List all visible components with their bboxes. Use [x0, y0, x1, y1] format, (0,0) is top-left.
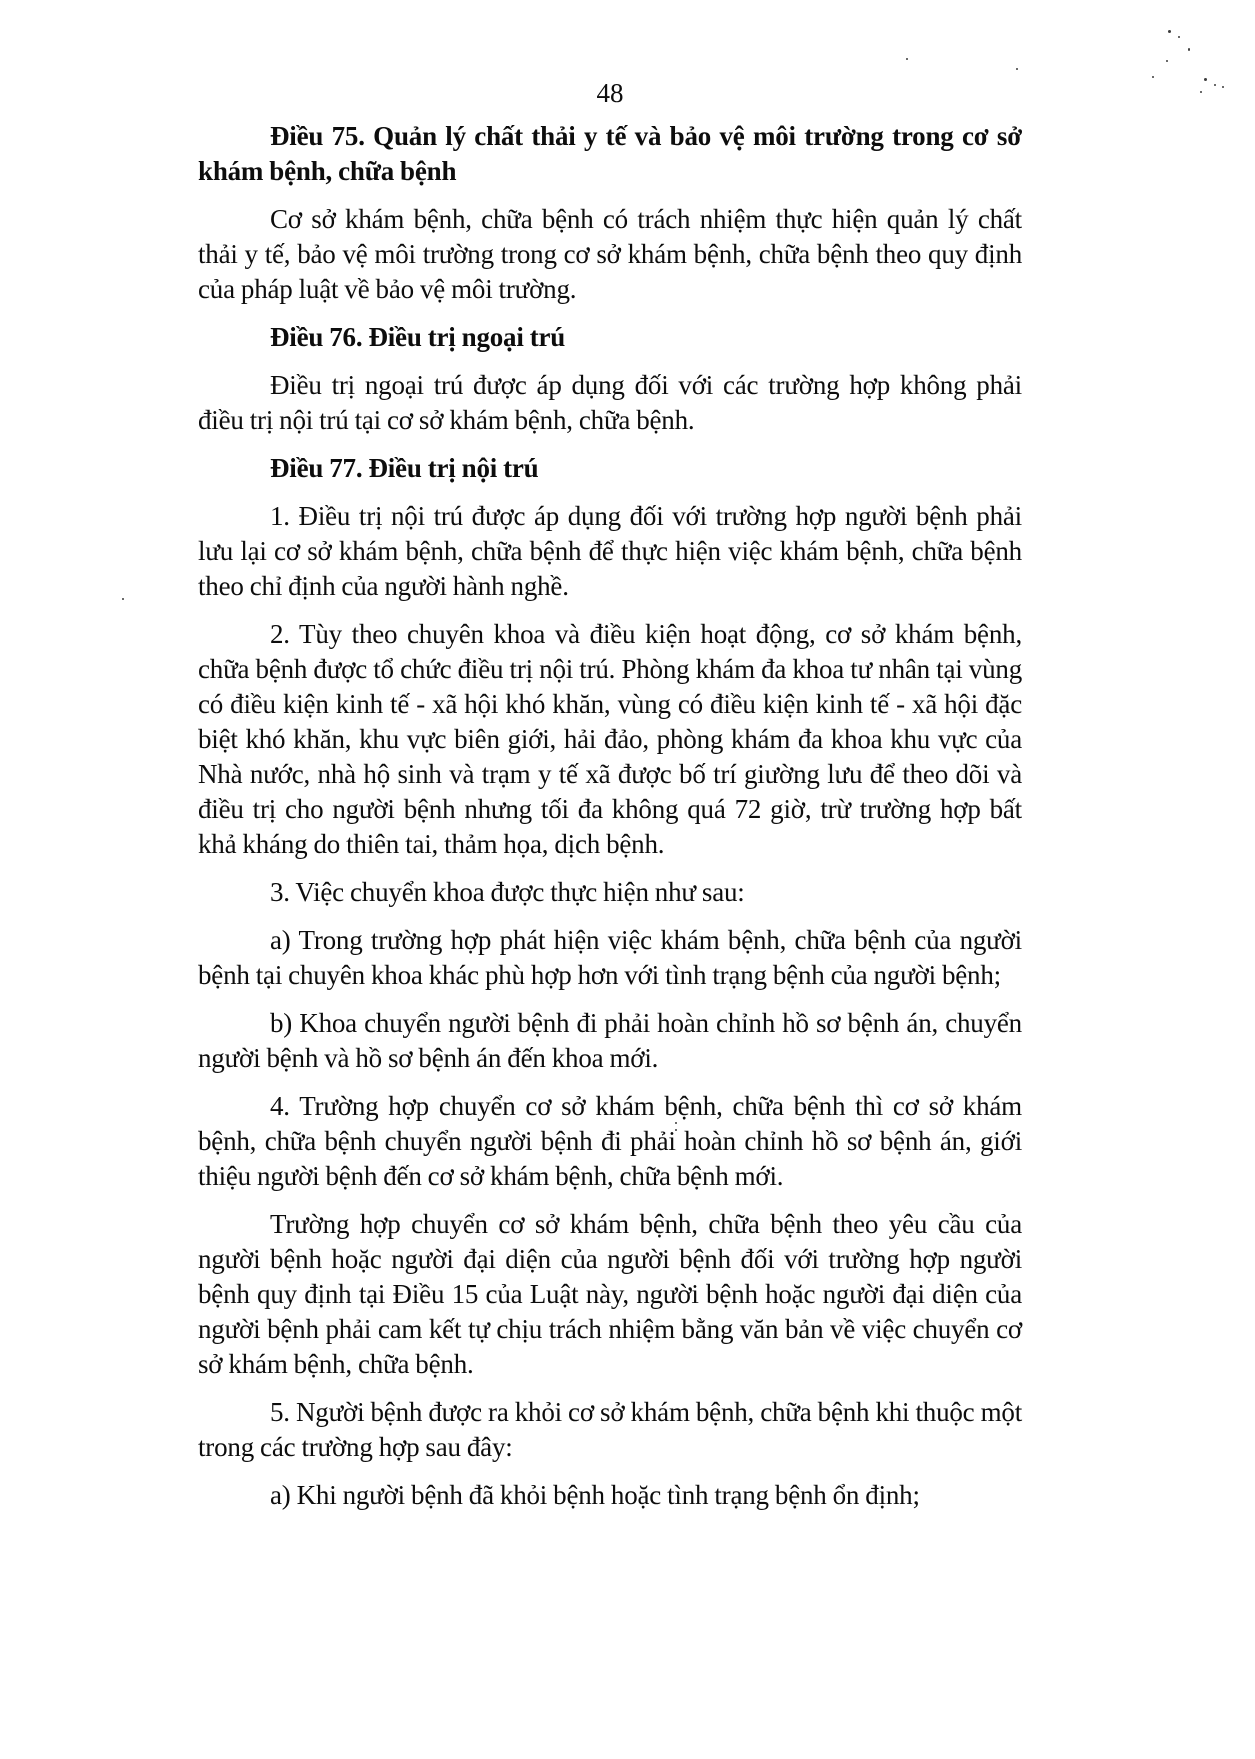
scan-speckle: [1188, 48, 1190, 51]
article-76-heading: Điều 76. Điều trị ngoại trú: [270, 322, 566, 352]
article-77-clause-3: 3. Việc chuyển khoa được thực hiện như sau:: [270, 877, 745, 907]
scan-speckle: [1152, 76, 1154, 78]
article-77-clause-4: 4. Trường hợp chuyển cơ sở khám bệnh, chữa bệnh thì cơ sở khám bệnh, chữa bệnh chuyển người bệnh đi phải hoàn chỉnh hồ sơ bệnh án, giới thiệu người bệnh đến cơ sở khám bệnh, chữa bệnh mới.: [198, 1091, 1022, 1191]
article-77-clause-1: 1. Điều trị nội trú được áp dụng đối với trường hợp người bệnh phải lưu lại cơ sở khám bệnh, chữa bệnh để thực hiện việc khám bệnh, chữa bệnh theo chỉ định của người hành nghề.: [198, 501, 1022, 601]
article-77-clause-4-transfer-request: Trường hợp chuyển cơ sở khám bệnh, chữa bệnh theo yêu cầu của người bệnh hoặc người đại diện của người bệnh đối với trường hợp người bệnh quy định tại Điều 15 của Luật này, người bệnh hoặc người đại diện của người bệnh phải cam kết tự chịu trách nhiệm bằng văn bản về việc chuyển cơ sở khám bệnh, chữa bệnh.: [198, 1209, 1022, 1379]
scan-speckle: [1222, 86, 1224, 88]
document-body: [198, 76, 1022, 1526]
article-75-heading: Điều 75. Quản lý chất thải y tế và bảo vệ môi trường trong cơ sở khám bệnh, chữa bệnh: [198, 121, 1022, 186]
scan-speckle: [1178, 36, 1180, 38]
article-77-heading: Điều 77. Điều trị nội trú: [270, 453, 539, 483]
scan-speckle: [1214, 84, 1216, 86]
scan-speckle: [1016, 68, 1018, 70]
scan-speckle: [906, 58, 908, 60]
article-77-clause-3b: b) Khoa chuyển người bệnh đi phải hoàn chỉnh hồ sơ bệnh án, chuyển người bệnh và hồ sơ bệnh án đến khoa mới.: [198, 1008, 1022, 1073]
scan-speckle: [122, 598, 124, 600]
article-76-paragraph: Điều trị ngoại trú được áp dụng đối với các trường hợp không phải điều trị nội trú tại cơ sở khám bệnh, chữa bệnh.: [198, 370, 1022, 435]
article-75-paragraph: Cơ sở khám bệnh, chữa bệnh có trách nhiệm thực hiện quản lý chất thải y tế, bảo vệ môi trường trong cơ sở khám bệnh, chữa bệnh theo quy định của pháp luật về bảo vệ môi trường.: [198, 204, 1022, 304]
article-77-clause-3a: a) Trong trường hợp phát hiện việc khám bệnh, chữa bệnh của người bệnh tại chuyên khoa khác phù hợp hơn với tình trạng bệnh của người bệnh;: [198, 925, 1022, 990]
scan-speckle: [1204, 78, 1207, 81]
article-77-clause-5: 5. Người bệnh được ra khỏi cơ sở khám bệnh, chữa bệnh khi thuộc một trong các trường hợp sau đây:: [198, 1397, 1022, 1462]
scan-speckle: [1166, 60, 1168, 62]
article-77-clause-5a: a) Khi người bệnh đã khỏi bệnh hoặc tình trạng bệnh ổn định;: [270, 1480, 920, 1510]
page-number: 48: [596, 78, 624, 108]
article-77-clause-2: 2. Tùy theo chuyên khoa và điều kiện hoạt động, cơ sở khám bệnh, chữa bệnh được tổ chức điều trị nội trú. Phòng khám đa khoa tư nhân tại vùng có điều kiện kinh tế - xã hội khó khăn, vùng có điều kiện kinh tế - xã hội đặc biệt khó khăn, khu vực biên giới, hải đảo, phòng khám đa khoa khu vực của Nhà nước, nhà hộ sinh và trạm y tế xã được bố trí giường lưu để theo dõi và điều trị cho người bệnh nhưng tối đa không quá 72 giờ, trừ trường hợp bất khả kháng do thiên tai, thảm họa, dịch bệnh.: [198, 619, 1022, 859]
scan-speckle: [1200, 91, 1202, 93]
scan-speckle: [1168, 30, 1171, 33]
